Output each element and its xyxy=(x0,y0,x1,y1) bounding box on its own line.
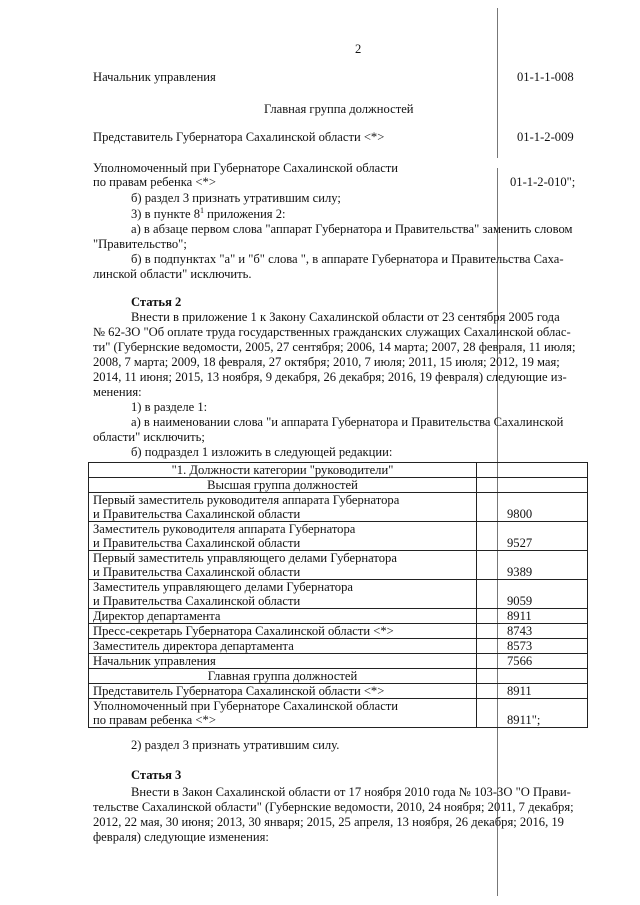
position-line: по правам ребенка <*> xyxy=(93,713,216,727)
paragraph-line: № 62-ЗО "Об оплате труда государственных гражданских служащих Сахалинской облас- xyxy=(93,325,571,339)
paragraph-line: 2008, 7 марта; 2009, 18 февраля, 27 октября; 2010, 7 июля; 2011, 15 июля; 2012, 19 мая; xyxy=(93,355,560,369)
table-title-row xyxy=(89,463,588,478)
table-group-heading: Главная группа должностей xyxy=(89,669,477,684)
paragraph-line: а) в наименовании слова "и аппарата Губернатора и Правительства Сахалинской xyxy=(131,415,564,429)
group-heading: Главная группа должностей xyxy=(264,102,414,116)
paragraph-line: Внести в Закон Сахалинской области от 17 ноября 2010 года № 103-ЗО "О Прави- xyxy=(131,785,571,799)
article-heading: Статья 3 xyxy=(131,768,182,782)
position-cell xyxy=(89,551,477,580)
position-cell: Представитель Губернатора Сахалинской области <*> xyxy=(89,684,477,699)
position-title: Представитель Губернатора Сахалинской области <*> xyxy=(93,130,385,144)
position-line: и Правительства Сахалинской области xyxy=(93,507,301,521)
paragraph-line: тельстве Сахалинской области" (Губернские ведомости, 2010, 24 ноября; 2011, 7 декабря; xyxy=(93,800,574,814)
paragraph-line: 2014, 11 июня; 2015, 13 ноября, 9 декабря, 26 декабря; 2016, 19 февраля) следующие из- xyxy=(93,370,567,384)
table-row xyxy=(89,609,588,624)
salary-value: 8743 xyxy=(477,624,588,639)
paragraph-line: 1) в разделе 1: xyxy=(131,400,208,414)
salary-value: 9059 xyxy=(477,580,588,609)
salary-value: 8573 xyxy=(477,639,588,654)
position-code: 01-1-2-009 xyxy=(517,130,574,144)
position-cell xyxy=(89,493,477,522)
position-cell: Заместитель директора департамента xyxy=(89,639,477,654)
table-row xyxy=(89,624,588,639)
table-title: "1. Должности категории "руководители" xyxy=(89,463,477,478)
salary-value: 8911"; xyxy=(477,699,588,728)
paragraph-line: февраля) следующие изменения: xyxy=(93,830,269,844)
table-cell xyxy=(477,463,588,478)
paragraph-line: б) раздел 3 признать утратившим силу; xyxy=(131,191,341,205)
salary-value: 9389 xyxy=(477,551,588,580)
group-row xyxy=(89,478,588,493)
position-cell xyxy=(89,580,477,609)
position-line: и Правительства Сахалинской области xyxy=(93,536,301,550)
salary-value: 8911 xyxy=(477,609,588,624)
fold-line xyxy=(497,8,498,158)
paragraph-line: менения: xyxy=(93,385,142,399)
paragraph-line: 2) раздел 3 признать утратившим силу. xyxy=(131,738,340,752)
table-row xyxy=(89,522,588,551)
position-line: и Правительства Сахалинской области xyxy=(93,565,301,579)
paragraph-line: а) в абзаце первом слова "аппарат Губернатора и Правительства" заменить словом xyxy=(131,222,573,236)
position-line: Заместитель руководителя аппарата Губернатора xyxy=(93,522,356,536)
position-line: Уполномоченный при Губернаторе Сахалинской области xyxy=(93,699,399,713)
position-line: Первый заместитель управляющего делами Губернатора xyxy=(93,551,397,565)
group-row xyxy=(89,669,588,684)
table-row xyxy=(89,654,588,669)
position-title: Начальник управления xyxy=(93,70,216,84)
table-row xyxy=(89,580,588,609)
table-row xyxy=(89,551,588,580)
paragraph-line: б) в подпунктах "а" и "б" слова ", в аппарате Губернатора и Правительства Саха- xyxy=(131,252,564,266)
paragraph-line xyxy=(131,207,286,221)
salary-value: 9527 xyxy=(477,522,588,551)
table-group-heading: Высшая группа должностей xyxy=(89,478,477,493)
paragraph-line: линской области" исключить. xyxy=(93,267,252,281)
article-heading: Статья 2 xyxy=(131,295,182,309)
position-title: Уполномоченный при Губернаторе Сахалинской области xyxy=(93,161,399,175)
position-line: Заместитель управляющего делами Губернатора xyxy=(93,580,353,594)
paragraph-text: 3) в пункте 8 xyxy=(131,207,201,221)
salary-value: 8911 xyxy=(477,684,588,699)
paragraph-line: ти" (Губернские ведомости, 2005, 27 сентября; 2006, 14 марта; 2007, 28 февраля, 11 июля; xyxy=(93,340,576,354)
position-line: Первый заместитель руководителя аппарата Губернатора xyxy=(93,493,400,507)
paragraph-line: "Правительство"; xyxy=(93,237,187,251)
position-cell xyxy=(89,522,477,551)
position-code: 01-1-1-008 xyxy=(517,70,574,84)
page-number: 2 xyxy=(355,42,362,56)
position-line: и Правительства Сахалинской области xyxy=(93,594,301,608)
salary-table xyxy=(88,462,588,728)
salary-value: 9800 xyxy=(477,493,588,522)
table-row xyxy=(89,493,588,522)
superscript: 1 xyxy=(200,205,205,215)
table-cell xyxy=(477,478,588,493)
salary-value: 7566 xyxy=(477,654,588,669)
position-title: по правам ребенка <*> xyxy=(93,175,216,189)
paragraph-line: 2012, 22 мая, 30 июня; 2013, 30 января; 2015, 25 апреля, 13 ноября, 26 декабря; 2016, 19 xyxy=(93,815,564,829)
position-code: 01-1-2-010"; xyxy=(510,175,576,189)
position-cell xyxy=(89,699,477,728)
position-cell: Начальник управления xyxy=(89,654,477,669)
table-cell xyxy=(477,669,588,684)
table-row xyxy=(89,684,588,699)
paragraph-line: Внести в приложение 1 к Закону Сахалинской области от 23 сентября 2005 года xyxy=(131,310,560,324)
paragraph-text: приложения 2: xyxy=(204,207,286,221)
position-cell: Директор департамента xyxy=(89,609,477,624)
paragraph-line: б) подраздел 1 изложить в следующей редакции: xyxy=(131,445,393,459)
table-row xyxy=(89,639,588,654)
table-row xyxy=(89,699,588,728)
position-cell: Пресс-секретарь Губернатора Сахалинской области <*> xyxy=(89,624,477,639)
paragraph-line: области" исключить; xyxy=(93,430,205,444)
